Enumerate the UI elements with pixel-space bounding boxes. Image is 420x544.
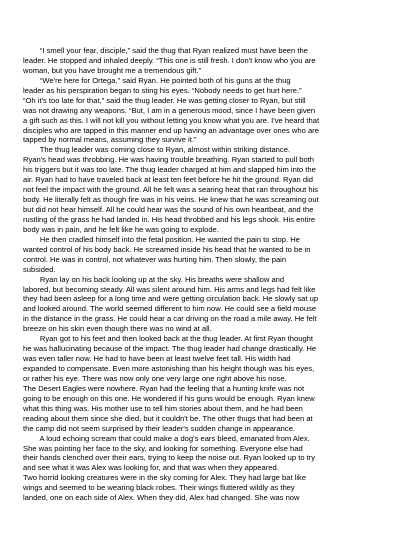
text-line: body was in pain, and he felt like he was going to explode. bbox=[23, 224, 219, 234]
text-line: tapped by normal means, assuming they survive it.” bbox=[23, 135, 197, 145]
text-line: A loud echoing scream that could make a dog's ears bleed, emanated from Alex. bbox=[23, 433, 310, 443]
text-line: what this thing was. His mother use to tell him stories about them, and he had been bbox=[23, 403, 303, 413]
text-line: not feel the impact with the ground. All he felt was a searing heat that ran throughout his bbox=[23, 185, 319, 195]
text-line: air. Ryan had to have traveled back at least ten feet before he hit the ground. Ryan did bbox=[23, 175, 314, 185]
text-line: was even taller now. He had to have been at least twelve feet tall. His width had bbox=[23, 354, 291, 364]
text-line: his triggers but it was too late. The thug leader charged at him and slapped him into the bbox=[23, 165, 316, 175]
text-line: they had been asleep for a long time and were getting circulation back. He slowly sat up bbox=[23, 294, 319, 304]
text-line: was not drawing any weapons. “But, I am in a generous mood, since I have been given bbox=[23, 105, 316, 115]
text-line: a gift such as this. I will not kill you without letting you know what you are. I've heard that bbox=[23, 115, 320, 125]
text-line: Ryan got to his feet and then looked back at the thug leader. At first Ryan thought bbox=[23, 334, 314, 344]
text-line: “We're here for Ortega,” said Ryan. He pointed both of his guns at the thug bbox=[23, 75, 291, 85]
text-line: “Oh it's too late for that,” said the thug leader. He was getting closer to Ryan, but still bbox=[23, 95, 306, 105]
text-line: woman, but you have brought me a tremendous gift.” bbox=[23, 65, 202, 75]
text-line: The Desert Eagles were nowhere. Ryan had the feeling that a hunting knife was not bbox=[23, 383, 305, 393]
text-line: in the distance in the grass. He could hear a car driving on the road a mile away. He felt bbox=[23, 314, 317, 324]
text-line: wings and seemed to be wearing black robes. Their wings fluttered wildly as they bbox=[23, 483, 295, 493]
text-line: landed, one on each side of Alex. When they did, Alex had changed. She was now bbox=[23, 493, 300, 503]
text-line: “I smell your fear, disciple,” said the thug that Ryan realized must have been the bbox=[23, 46, 308, 55]
text-line: going to be enough on this one. He wondered if his guns would be enough. Ryan knew bbox=[23, 393, 315, 403]
text-line: but did not hear himself. All he could hear was the sound of his own heartbeat, and the bbox=[23, 205, 314, 214]
text-line: the camp did not seem surprised by their leader's sudden change in appearance. bbox=[23, 423, 296, 433]
text-line: Two horrid looking creatures were in the sky coming for Alex. They had large bat like bbox=[23, 473, 307, 483]
text-line: leader. He stopped and inhaled deeply. “This one is still fresh. I don't know who you are bbox=[23, 55, 316, 65]
text-line: he was hallucinating because of the impact. The thug leader had change drastically. He bbox=[23, 344, 317, 354]
text-line: breeze on his skin even though there was no wind at all. bbox=[23, 324, 212, 334]
text-line: their hands clenched over their ears, trying to keep the noise out. Ryan looked up to try bbox=[23, 453, 316, 463]
text-line: Ryan lay on his back looking up at the sky. His breaths were shallow and bbox=[23, 274, 285, 284]
text-line: or rather his eye. There was now only one very large one right above his nose. bbox=[23, 373, 287, 383]
text-line: subsided. bbox=[23, 264, 56, 274]
text-line: body. He literally felt as though fire was in his veins. He knew that he was screaming out bbox=[23, 195, 319, 205]
text-line: Ryan's head was throbbing. He was having trouble breathing. Ryan started to pull both bbox=[23, 155, 315, 165]
text-line: reading about them since she died, but it couldn't be. The other thugs that had been at bbox=[23, 413, 313, 423]
text-line: and see what it was Alex was looking for, and that was when they appeared. bbox=[23, 463, 279, 473]
text-line: expanded to compensate. Even more astonishing than his height though was his eyes, bbox=[23, 364, 315, 373]
text-line: control. He was in control, not whatever was hurting him. Then slowly, the pain bbox=[23, 254, 287, 264]
text-line: He then cradled himself into the fetal position. He wanted the pain to stop. He bbox=[23, 234, 300, 244]
text-line: The thug leader was coming close to Ryan, almost within striking distance. bbox=[23, 145, 291, 155]
text-line: She was pointing her face to the sky, and looking for something. Everyone else had bbox=[23, 443, 303, 453]
body-text bbox=[23, 46, 399, 503]
text-line: rustling of the grass he had landed in. His head throbbed and his legs shook. His entire bbox=[23, 214, 316, 224]
text-line: labored, but becoming steady. All was silent around him. His arms and legs had felt like bbox=[23, 284, 316, 294]
text-line: leader as his perspiration began to sting his eyes. “Nobody needs to get hurt here.” bbox=[23, 85, 302, 95]
text-line: wanted control of his body back. He screamed inside his head that he wanted to be in bbox=[23, 244, 311, 254]
text-line: disciples who are tapped in this manner end up having an advantage over ones who are bbox=[23, 125, 319, 135]
text-line: and looked around. The world seemed different to him now. He could see a field mouse bbox=[23, 304, 317, 314]
